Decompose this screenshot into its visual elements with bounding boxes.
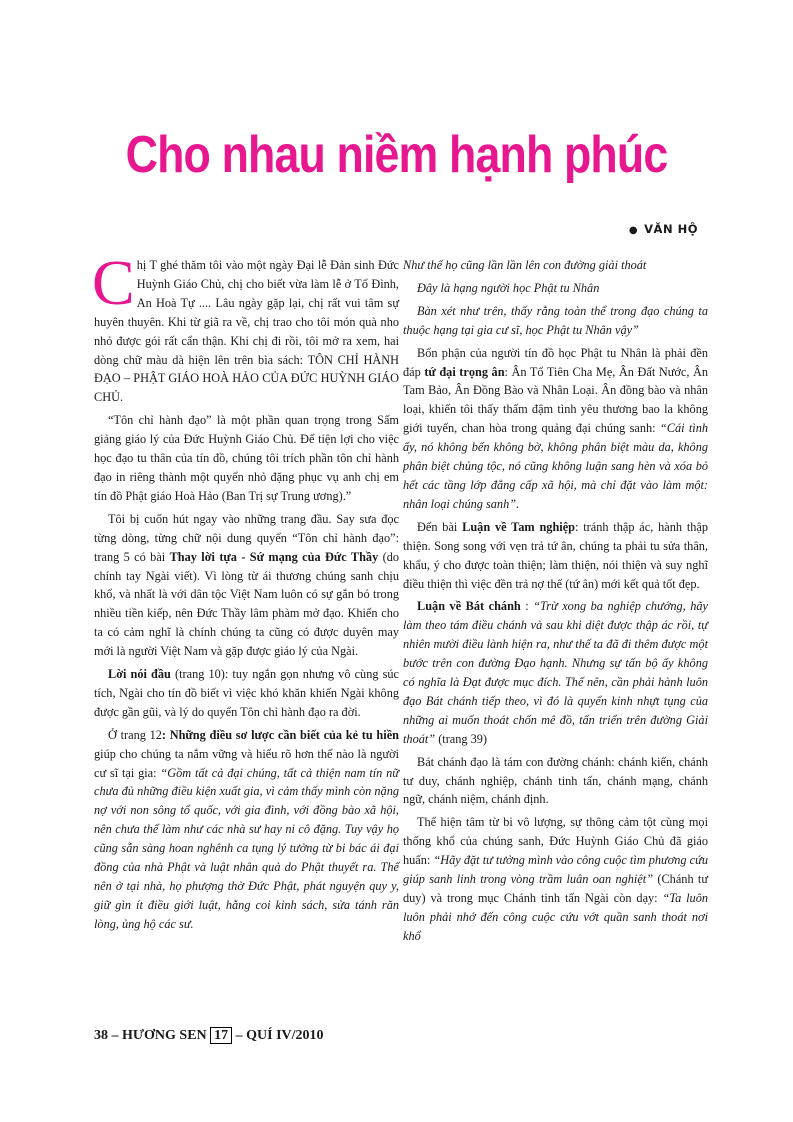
left-column xyxy=(92,247,400,938)
drop-cap: C xyxy=(92,247,135,318)
right-column xyxy=(403,256,708,950)
article-title: Cho nhau niềm hạnh phúc xyxy=(125,126,668,184)
footer-quarter: – QUÍ IV/2010 xyxy=(235,1028,324,1043)
issue-number: 17 xyxy=(210,1027,232,1044)
paragraph: Luận về Bát chánh : “Trừ xong ba nghiệp chướng, hãy làm theo tám điều chánh và sau khi diệt được thập ác rồi, tự nhiên mười điều lành hiện ra, như thế ta đã đi thêm được một bước trên con đường Đạo hạnh. Nhưng sự tấn bộ ấy không có nghĩa là Đạt được mục đích. Thế nên, cần phải hành luôn đạo Bát chánh tiếp theo, vì đó là quyển kinh nhựt tụng của những ai muốn thoát chốn mê đồ, tấn triển trên đường Giải thoát” (trang 39) xyxy=(403,599,708,746)
footer-page: 38 – HƯƠNG SEN xyxy=(94,1028,207,1043)
paragraph: Ở trang 12: Những điều sơ lược cần biết của kẻ tu hiền giúp cho chúng ta nắm vững và hiểu rõ hơn thế nào là người cư sĩ tại gia: “Gồm tất cả đại chúng, tất cả thiện nam tín nữ chưa đủ những điều kiện xuất gia, vì cảm thấy mình còn nặng nợ với non sông tổ quốc, với gia đình, với đồng bào xã hội, nên chưa thể làm như các nhà sư hay ni cô đặng. Tuy vậy họ cũng sẵn sàng hoan nghênh ca tụng lý tưởng từ bi bác ái đại đồng của nhà Phật và luật nhân quả do Phật thuyết ra. Thế nên ở tại nhà, họ phượng thờ Đức Phật, phát nguyện quy y, giữ gìn ít điều giới luật, hằng coi kinh sách, sửa tánh răn lòng, ủng hộ các sư. xyxy=(94,727,400,931)
bullet-icon: ● xyxy=(628,225,639,236)
paragraph: Bổn phận của người tín đồ học Phật tu Nhân là phải đền đáp tứ đại trọng ân: Ân Tổ Tiên Cha Mẹ, Ân Đất Nước, Ân Tam Bảo, Ân Đồng Bào và Nhân Loại. Ân đồng bào và nhân loại, khiến tôi thấy thấm đậm tình yêu thương bao la không giới tuyến, chan hòa trong quảng đại chúng sanh: “Cái tình ấy, nó không bến không bờ, không phân biệt màu da, không phân biệt chủng tộc, nó cũng không luận sang hèn và xóa bỏ hết các tầng lớp đẳng cấp xã hội, mà chỉ đặt vào làm một: nhân loại chúng sanh”. xyxy=(403,345,708,511)
paragraph: Đến bài Luận về Tam nghiệp: tránh thập ác, hành thập thiện. Song song với vẹn trả tứ ân, chúng ta phải tu sửa thân, khẩu, ý cho được toàn thiện; làm thiện, nói thiện và suy nghĩ điều thiện thì việc đền trả nợ thế (tứ ân) mới kết quả tốt đẹp. xyxy=(403,519,708,591)
paragraph: Lời nói đầu (trang 10): tuy ngắn gọn nhưng vô cùng súc tích, Ngài cho tín đồ biết vì việc khó khăn khiến Ngài không được gần gũi, và lý do quyển Tôn chỉ hành đạo ra đời. xyxy=(94,667,399,719)
paragraph: Tôi bị cuốn hút ngay vào những trang đầu. Say sưa đọc từng dòng, từng chữ nội dung quyển “Tôn chỉ hành đạo”: trang 5 có bài Thay lời tựa - Sứ mạng của Đức Thầy (do chính tay Ngài viết). Vì lòng từ ái thương chúng sanh chịu khổ, và nhất là với dân tộc Việt Nam luôn có sự gắn bó trong nhiều tiền kiếp, nên Đức Thầy lâm phàm mở đạo. Khiến cho ta có cảm nghĩ là chính chúng ta cũng có được duyên may mới là người Việt Nam và gặp được giáo lý của Ngài. xyxy=(94,511,399,659)
paragraph: Như thế họ cũng lần lần lên con đường giải thoát xyxy=(403,258,647,272)
author-name: VĂN HỘ xyxy=(644,222,698,236)
page-footer xyxy=(94,1027,324,1044)
paragraph: Bàn xét như trên, thấy rằng toàn thể trong đạo chúng ta thuộc hạng tại gia cư sĩ, học Phật tu Nhân vậy” xyxy=(403,303,708,337)
author-byline xyxy=(629,222,698,236)
paragraph: Đây là hạng người học Phật tu Nhân xyxy=(417,280,600,295)
paragraph: Thể hiện tâm từ bi vô lượng, sự thông cảm tột cùng mọi thống khổ của chúng sanh, Đức Huỳnh Giáo Chủ đã giáo huấn: “Hãy đặt tư tưởng mình vào công cuộc tìm phương cứu giúp sanh linh trong vòng trầm luân oan nghiệt” (Chánh tư duy) và trong mục Chánh tinh tấn Ngài còn dạy: “Ta luôn luôn phải nhớ đến công cuộc cứu vớt quần sanh thoát nơi khổ xyxy=(403,815,708,943)
paragraph: Chị T ghé thăm tôi vào một ngày Đại lễ Đản sinh Đức Huỳnh Giáo Chủ, chị cho biết vừa làm lễ ở Tổ Đình, An Hoà Tự .... Lâu ngày gặp lại, chị rất vui tâm sự huyên thuyên. Khi từ giã ra về, chị trao cho tôi món quà nho nhỏ được gói rất cẩn thận. Khi chị đi rồi, tôi mở ra xem, hai dòng chữ màu dà hiện lên trên bìa sách: TÔN CHỈ HÀNH ĐẠO – PHẬT GIÁO HOÀ HẢO CỦA ĐỨC HUỲNH GIÁO CHỦ. xyxy=(92,247,399,405)
paragraph: Bát chánh đạo là tám con đường chánh: chánh kiến, chánh tư duy, chánh nghiệp, chánh tinh tấn, chánh mạng, chánh ngữ, chánh niệm, chánh định. xyxy=(403,754,708,807)
paragraph: “Tôn chỉ hành đạo” là một phần quan trọng trong Sấm giảng giáo lý của Đức Huỳnh Giáo Chủ. Để tiện lợi cho việc học đạo tu thân của tín đồ, chúng tôi trích phần tôn chỉ hành đạo in riêng thành một quyển nhỏ đặng phục vụ anh chị em tín đồ Phật giáo Hoà Hảo (Ban Trị sự Trung ương).” xyxy=(94,413,399,503)
